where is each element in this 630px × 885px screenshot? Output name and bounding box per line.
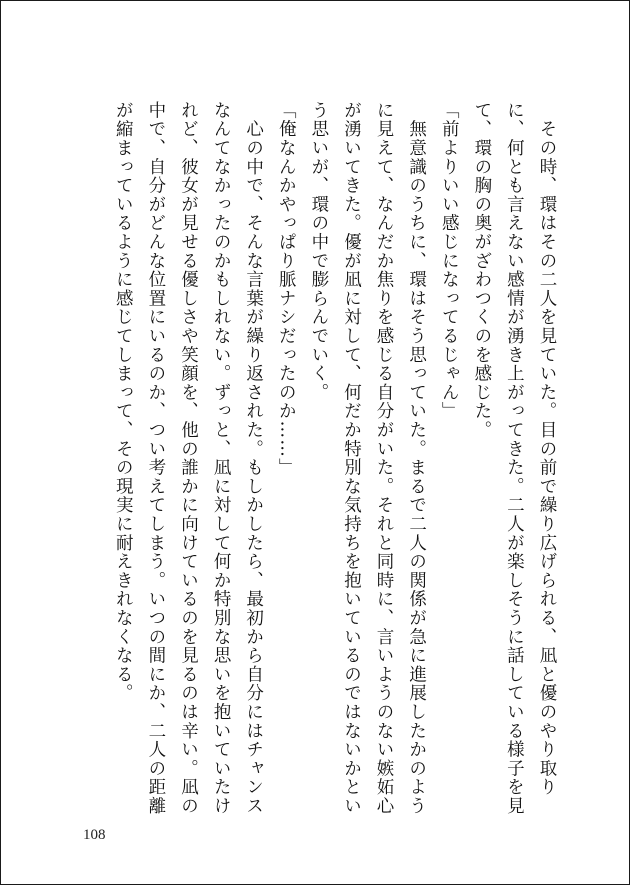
paragraph-5: 心の中で、そんな言葉が繰り返された。もしかしたら、最初から自分にはチャンスなんてなかったのかもしれない。ずっと、凪に対して何か特別な思いを抱いていたけれど、彼女が見せる優しさや笑顔を、他の誰かに向けているのを見るのは辛い。凪の中で、自分がどんな位置にいるのか、つい考えてしまう。いつの間にか、二人の距離が縮まっているように感じてしまって、その現実に耐えきれなくなる。	[113, 101, 264, 816]
paragraph-4: 「俺なんかやっぱり脈ナシだったのか……」	[276, 101, 297, 477]
page-number: 108	[83, 827, 106, 843]
paragraph-2: 「前よりいい感じになってるじゃん」	[439, 101, 460, 421]
paragraph-3: 無意識のうちに、環はそう思っていた。まるで二人の関係が急に進展したかのように見えて、なんだか焦りを感じる自分がいた。それと同時に、言いようのない嫉妬心が湧いてきた。優が凪に対して、何だか特別な気持ちを抱いているのではないかという思いが、環の中で膨らんでいく。	[308, 101, 427, 816]
paragraph-1: その時、環はその二人を見ていた。目の前で繰り広げられる、凪と優のやり取りに、何とも言えない感情が湧き上がってきた。二人が楽しそうに話している様子を見て、環の胸の奥がざわつくのを感じた。	[471, 101, 557, 816]
vertical-text-block	[107, 101, 563, 821]
